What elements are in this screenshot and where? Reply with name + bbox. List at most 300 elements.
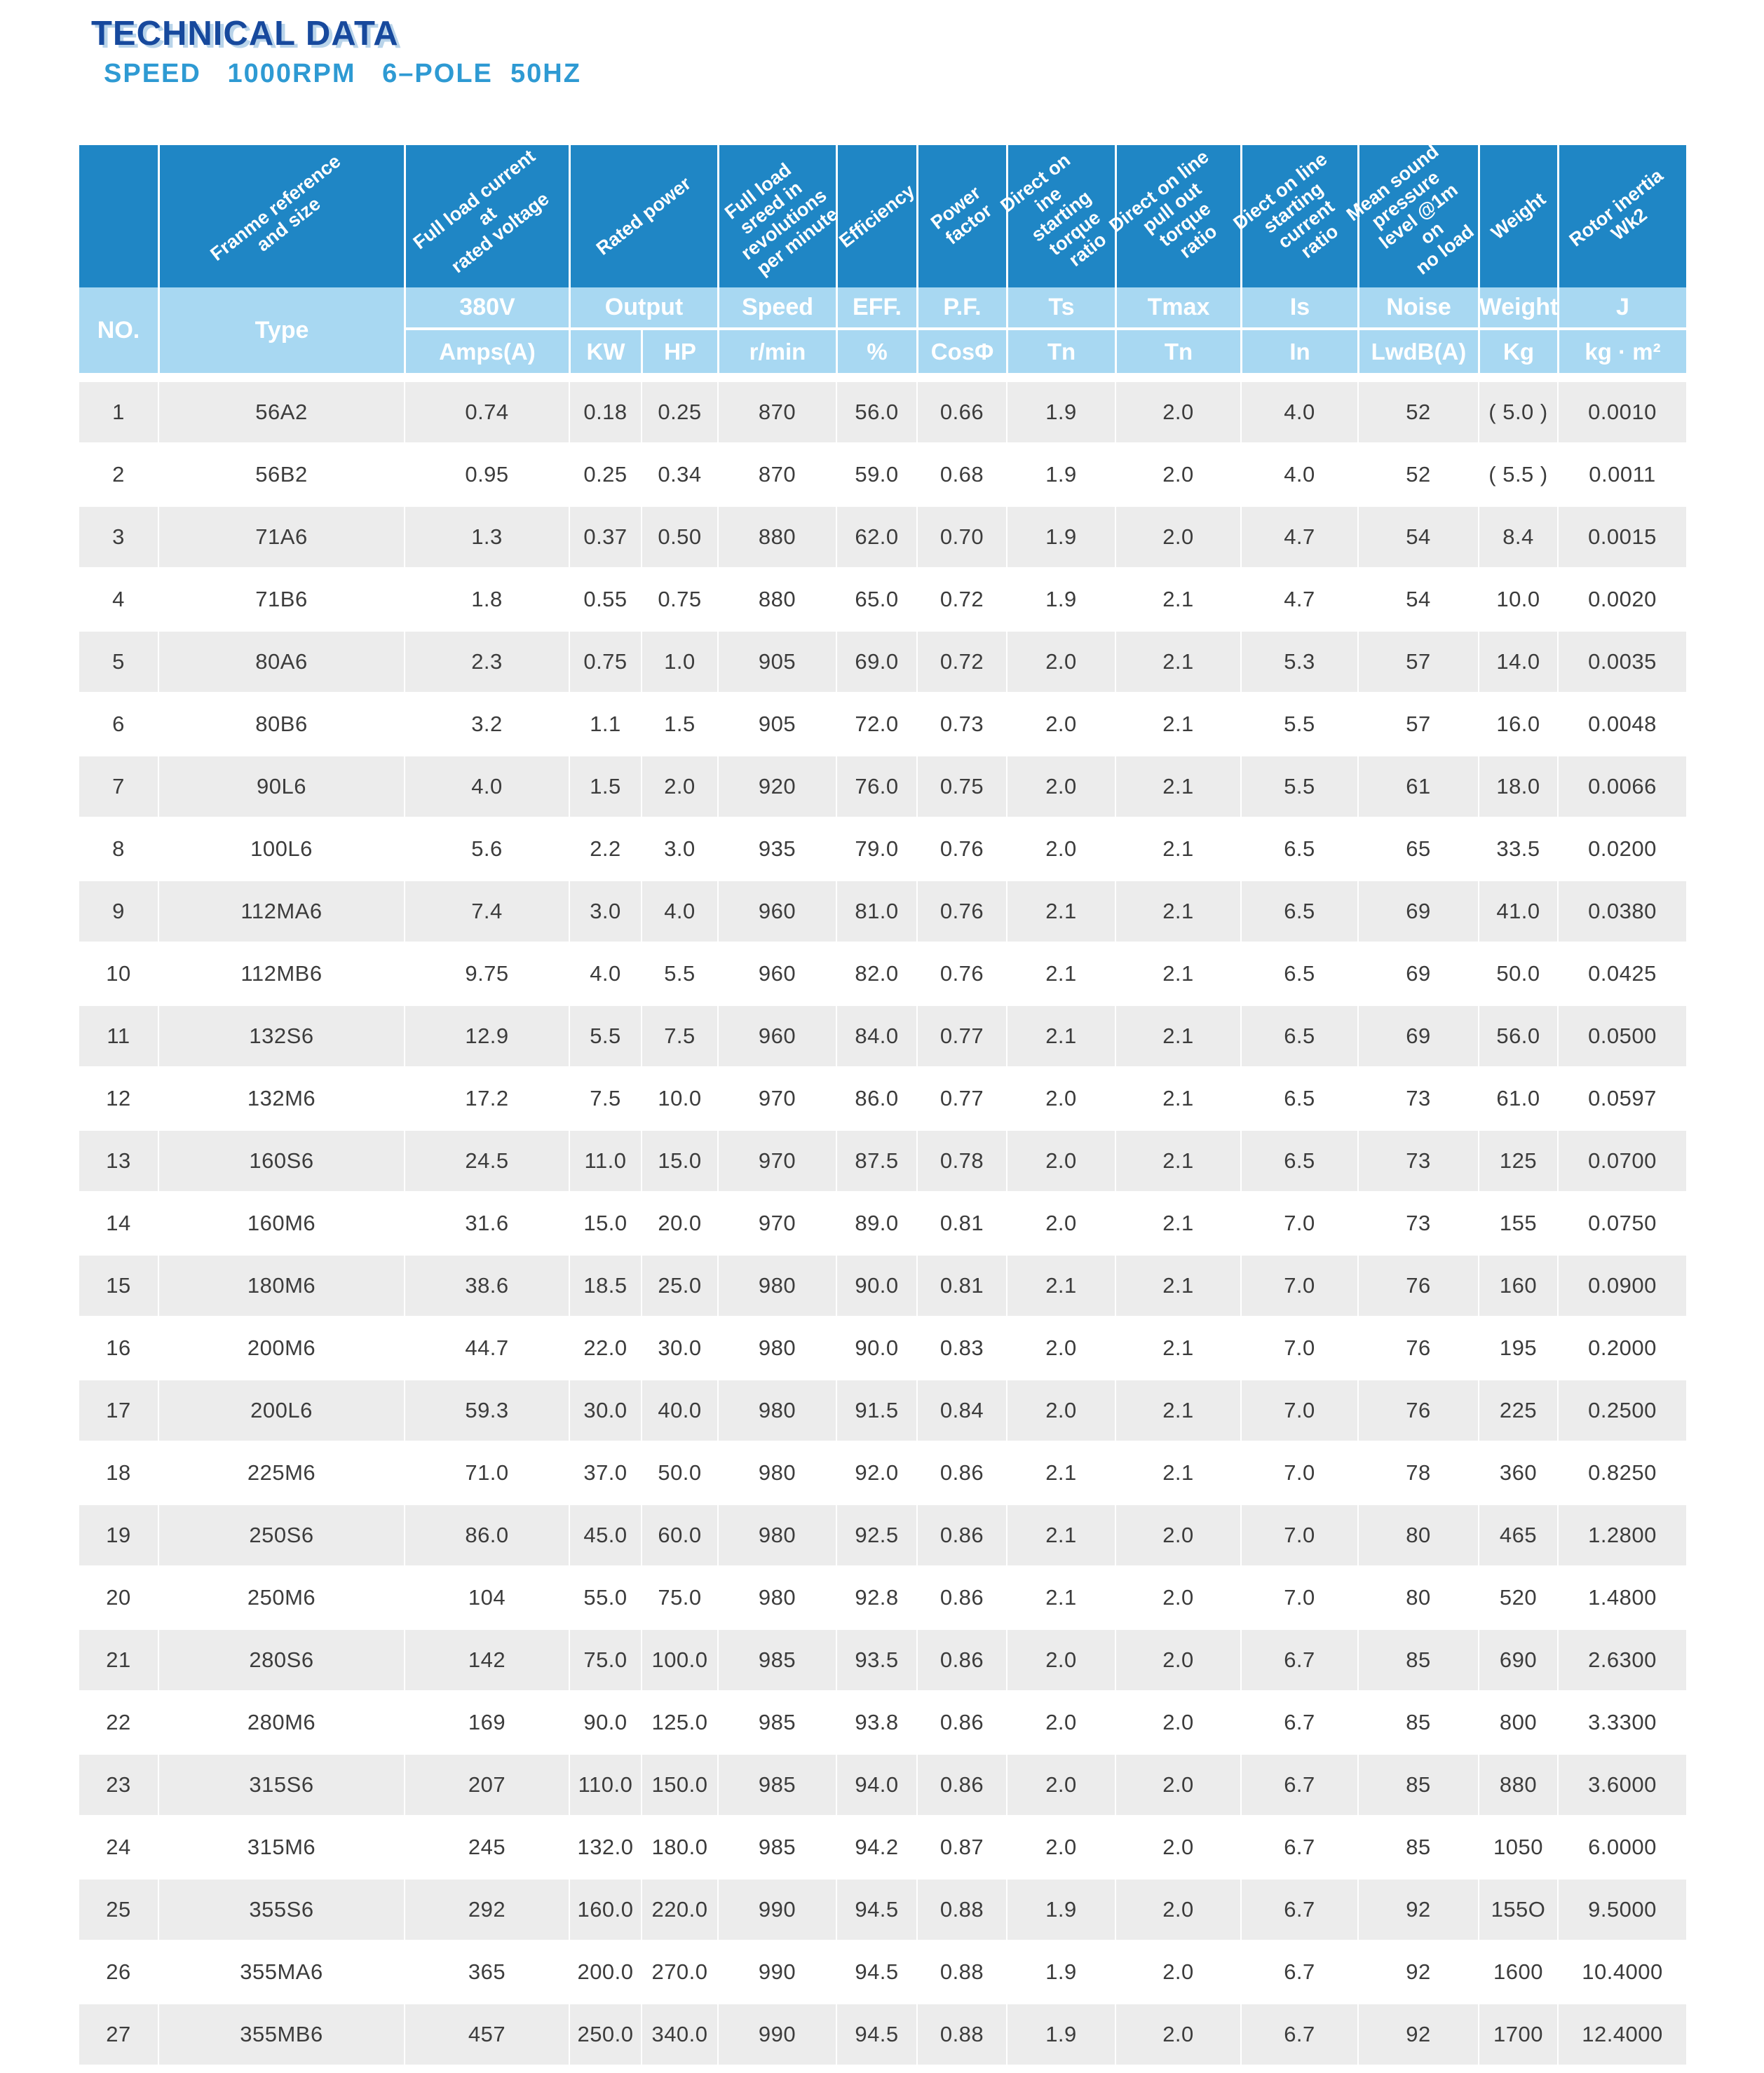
unit-kgm2: kg · m² bbox=[1557, 330, 1686, 373]
table-cell: 11 bbox=[107, 1024, 130, 1048]
table-cell: 250.0 bbox=[569, 2004, 641, 2065]
diag-label: Rotor inertia Wk2 bbox=[1565, 165, 1667, 251]
table-cell: 0.75 bbox=[916, 756, 1006, 817]
table-row bbox=[79, 1942, 1686, 2002]
table-cell: 0.0015 bbox=[1557, 507, 1686, 567]
table-cell: 970 bbox=[717, 1193, 836, 1253]
table-cell: 9.5000 bbox=[1557, 1880, 1686, 1940]
table-cell: 2.1 bbox=[1115, 1318, 1240, 1378]
table-cell: 16 bbox=[106, 1335, 131, 1360]
table-cell: 365 bbox=[404, 1942, 569, 2002]
table-cell: 90.0 bbox=[569, 1692, 641, 1753]
table-cell: 2.0 bbox=[1115, 1817, 1240, 1877]
table-cell: 73 bbox=[1357, 1193, 1478, 1253]
table-cell: 2.1 bbox=[1115, 819, 1240, 879]
table-cell: 0.2000 bbox=[1557, 1318, 1686, 1378]
diag-label: Efficiency bbox=[835, 180, 919, 252]
table-cell: 905 bbox=[717, 632, 836, 692]
table-cell: 960 bbox=[717, 944, 836, 1004]
diag-header-efficiency bbox=[835, 145, 919, 287]
table-cell: 935 bbox=[717, 819, 836, 879]
table-cell: 23 bbox=[106, 1772, 131, 1797]
table-cell: 2.0 bbox=[1115, 1755, 1240, 1815]
table-cell: 880 bbox=[717, 507, 836, 567]
table-cell: 22 bbox=[106, 1710, 131, 1734]
table-row bbox=[79, 1006, 1686, 1066]
table-cell: 2.1 bbox=[1006, 944, 1115, 1004]
table-cell: 0.81 bbox=[916, 1193, 1006, 1253]
table-cell: 207 bbox=[404, 1755, 569, 1815]
table-row bbox=[79, 1505, 1686, 1565]
table-cell: 1.3 bbox=[404, 507, 569, 567]
table-cell: 30.0 bbox=[641, 1318, 717, 1378]
table-cell: 3.3300 bbox=[1557, 1692, 1686, 1753]
table-cell: 85 bbox=[1357, 1630, 1478, 1690]
table-cell: 340.0 bbox=[641, 2004, 717, 2065]
table-cell: 18 bbox=[106, 1460, 131, 1485]
table-cell: 0.88 bbox=[916, 1942, 1006, 2002]
table-cell: 41.0 bbox=[1478, 881, 1557, 942]
table-cell: 0.0500 bbox=[1557, 1006, 1686, 1066]
table-cell: 7.0 bbox=[1240, 1443, 1357, 1503]
table-cell: 0.0010 bbox=[1557, 382, 1686, 442]
table-cell: 27 bbox=[106, 2022, 131, 2046]
table-cell: 1.9 bbox=[1006, 569, 1115, 630]
table-cell: 1.5 bbox=[569, 756, 641, 817]
table-cell: 7.0 bbox=[1240, 1193, 1357, 1253]
table-cell: 0.0700 bbox=[1557, 1131, 1686, 1191]
table-cell: 0.0048 bbox=[1557, 694, 1686, 754]
table-cell: 125.0 bbox=[641, 1692, 717, 1753]
table-cell: 18.5 bbox=[569, 1256, 641, 1316]
col-header-no: NO. bbox=[97, 316, 140, 344]
table-cell: 6.7 bbox=[1240, 1817, 1357, 1877]
diag-header-starting-current bbox=[1229, 145, 1357, 287]
table-row bbox=[79, 1131, 1686, 1191]
table-cell: 56A2 bbox=[158, 382, 404, 442]
table-cell: 4.0 bbox=[1240, 382, 1357, 442]
table-cell: 92 bbox=[1357, 1880, 1478, 1940]
table-cell: 7.0 bbox=[1240, 1256, 1357, 1316]
diag-header-power-factor bbox=[916, 145, 1006, 287]
table-cell: 980 bbox=[717, 1256, 836, 1316]
table-cell: 4.7 bbox=[1240, 569, 1357, 630]
table-cell: 25.0 bbox=[641, 1256, 717, 1316]
table-cell: 200M6 bbox=[158, 1318, 404, 1378]
table-cell: 2.0 bbox=[1115, 2004, 1240, 2065]
table-cell: 160 bbox=[1478, 1256, 1557, 1316]
table-cell: 2.0 bbox=[1006, 756, 1115, 817]
table-cell: 80A6 bbox=[158, 632, 404, 692]
col-header-tmax: Tmax bbox=[1115, 287, 1240, 330]
table-cell: 2.0 bbox=[1115, 1505, 1240, 1565]
table-cell: 89.0 bbox=[836, 1193, 916, 1253]
table-row bbox=[79, 1068, 1686, 1129]
table-cell: 0.66 bbox=[916, 382, 1006, 442]
table-cell: 985 bbox=[717, 1755, 836, 1815]
table-cell: 0.50 bbox=[641, 507, 717, 567]
table-cell: 8 bbox=[112, 836, 125, 861]
table-cell: 6.5 bbox=[1240, 1068, 1357, 1129]
table-cell: 76 bbox=[1357, 1256, 1478, 1316]
table-cell: 73 bbox=[1357, 1131, 1478, 1191]
table-cell: 6.7 bbox=[1240, 2004, 1357, 2065]
table-cell: 355S6 bbox=[158, 1880, 404, 1940]
table-cell: 4.0 bbox=[1240, 444, 1357, 505]
table-cell: 93.5 bbox=[836, 1630, 916, 1690]
table-cell: 2.0 bbox=[1006, 1755, 1115, 1815]
table-cell: 0.86 bbox=[916, 1755, 1006, 1815]
diag-header-rated-power bbox=[569, 145, 717, 287]
table-cell: 57 bbox=[1357, 632, 1478, 692]
table-cell: 22.0 bbox=[569, 1318, 641, 1378]
table-cell: 250M6 bbox=[158, 1568, 404, 1628]
table-cell: 1050 bbox=[1478, 1817, 1557, 1877]
table-cell: 69 bbox=[1357, 1006, 1478, 1066]
table-cell: 970 bbox=[717, 1068, 836, 1129]
table-cell: 0.86 bbox=[916, 1568, 1006, 1628]
unit-kg: Kg bbox=[1478, 330, 1557, 373]
table-cell: 0.8250 bbox=[1557, 1443, 1686, 1503]
table-cell: 2.0 bbox=[641, 756, 717, 817]
table-cell: 5.5 bbox=[1240, 694, 1357, 754]
table-cell: 90.0 bbox=[836, 1256, 916, 1316]
table-row bbox=[79, 507, 1686, 567]
table-cell: 985 bbox=[717, 1692, 836, 1753]
table-cell: 9.75 bbox=[404, 944, 569, 1004]
table-cell: 85 bbox=[1357, 1692, 1478, 1753]
table-cell: 59.0 bbox=[836, 444, 916, 505]
diagonal-header-band bbox=[79, 140, 1686, 287]
table-cell: 5.6 bbox=[404, 819, 569, 879]
table-row bbox=[79, 1568, 1686, 1628]
table-cell: 0.18 bbox=[569, 382, 641, 442]
table-cell: 200L6 bbox=[158, 1380, 404, 1441]
table-cell: 292 bbox=[404, 1880, 569, 1940]
table-cell: 457 bbox=[404, 2004, 569, 2065]
table-cell: 15.0 bbox=[641, 1131, 717, 1191]
table-row bbox=[79, 819, 1686, 879]
unit-hp: HP bbox=[641, 330, 717, 373]
table-cell: 0.70 bbox=[916, 507, 1006, 567]
table-cell: 2.1 bbox=[1006, 1568, 1115, 1628]
table-cell: 990 bbox=[717, 1880, 836, 1940]
diag-header-full-load-current bbox=[404, 145, 569, 287]
table-cell: 50.0 bbox=[641, 1443, 717, 1503]
table-cell: 0.55 bbox=[569, 569, 641, 630]
table-cell: 2.0 bbox=[1006, 1692, 1115, 1753]
table-cell: 78 bbox=[1357, 1443, 1478, 1503]
table-cell: 80 bbox=[1357, 1505, 1478, 1565]
table-cell: 0.72 bbox=[916, 632, 1006, 692]
table-cell: 0.88 bbox=[916, 1880, 1006, 1940]
table-cell: 155 bbox=[1478, 1193, 1557, 1253]
table-cell: ( 5.5 ) bbox=[1478, 444, 1557, 505]
table-cell: 10.4000 bbox=[1557, 1942, 1686, 2002]
table-cell: 3.0 bbox=[641, 819, 717, 879]
table-cell: 2.0 bbox=[1006, 694, 1115, 754]
table-cell: 24.5 bbox=[404, 1131, 569, 1191]
table-cell: 44.7 bbox=[404, 1318, 569, 1378]
table-cell: 71B6 bbox=[158, 569, 404, 630]
table-cell: 17 bbox=[106, 1398, 131, 1422]
table-cell: 2.1 bbox=[1115, 1131, 1240, 1191]
table-cell: 2.0 bbox=[1006, 1068, 1115, 1129]
col-header-speed: Speed bbox=[717, 287, 836, 330]
table-cell: 15.0 bbox=[569, 1193, 641, 1253]
table-cell: 10 bbox=[106, 961, 131, 986]
table-cell: 6.5 bbox=[1240, 1131, 1357, 1191]
table-cell: 0.81 bbox=[916, 1256, 1006, 1316]
table-cell: 18.0 bbox=[1478, 756, 1557, 817]
table-cell: 2.0 bbox=[1006, 1817, 1115, 1877]
table-cell: 4.0 bbox=[641, 881, 717, 942]
table-cell: 1.1 bbox=[569, 694, 641, 754]
table-cell: 30.0 bbox=[569, 1380, 641, 1441]
table-cell: 980 bbox=[717, 1443, 836, 1503]
table-cell: 1.8 bbox=[404, 569, 569, 630]
table-cell: 61.0 bbox=[1478, 1068, 1557, 1129]
table-cell: 1.4800 bbox=[1557, 1568, 1686, 1628]
table-cell: 112MB6 bbox=[158, 944, 404, 1004]
table-cell: 1.9 bbox=[1006, 444, 1115, 505]
table-cell: 0.75 bbox=[569, 632, 641, 692]
table-cell: 200.0 bbox=[569, 1942, 641, 2002]
unit-cosphi: CosΦ bbox=[916, 330, 1006, 373]
table-row bbox=[79, 944, 1686, 1004]
table-cell: 80 bbox=[1357, 1568, 1478, 1628]
table-cell: 2.1 bbox=[1115, 1256, 1240, 1316]
table-cell: 7.0 bbox=[1240, 1568, 1357, 1628]
table-cell: 5.5 bbox=[641, 944, 717, 1004]
table-cell: 5.5 bbox=[1240, 756, 1357, 817]
table-cell: 2.1 bbox=[1006, 881, 1115, 942]
table-row bbox=[79, 1692, 1686, 1753]
table-cell: 54 bbox=[1357, 507, 1478, 567]
table-cell: 52 bbox=[1357, 382, 1478, 442]
table-cell: 2.0 bbox=[1115, 507, 1240, 567]
table-cell: 20.0 bbox=[641, 1193, 717, 1253]
table-cell: 169 bbox=[404, 1692, 569, 1753]
table-cell: 9 bbox=[112, 899, 125, 923]
table-cell: 2.1 bbox=[1006, 1006, 1115, 1066]
table-cell: 61 bbox=[1357, 756, 1478, 817]
table-cell: 125 bbox=[1478, 1131, 1557, 1191]
table-cell: 132.0 bbox=[569, 1817, 641, 1877]
table-cell: 2.0 bbox=[1115, 382, 1240, 442]
table-cell: 86.0 bbox=[836, 1068, 916, 1129]
table-cell: 87.5 bbox=[836, 1131, 916, 1191]
table-cell: 2.1 bbox=[1115, 756, 1240, 817]
table-cell: 990 bbox=[717, 1942, 836, 2002]
table-cell: 94.5 bbox=[836, 2004, 916, 2065]
diag-header-rotor-inertia bbox=[1557, 145, 1686, 287]
table-cell: 2.1 bbox=[1006, 1505, 1115, 1565]
table-row bbox=[79, 1755, 1686, 1815]
table-cell: 50.0 bbox=[1478, 944, 1557, 1004]
table-cell: 7.5 bbox=[569, 1068, 641, 1129]
table-cell: 7.0 bbox=[1240, 1318, 1357, 1378]
table-row bbox=[79, 1380, 1686, 1441]
diag-label: Rated power bbox=[592, 172, 696, 260]
table-cell: 4 bbox=[112, 587, 125, 611]
table-cell: 40.0 bbox=[641, 1380, 717, 1441]
table-cell: 990 bbox=[717, 2004, 836, 2065]
table-cell: 2.0 bbox=[1115, 1880, 1240, 1940]
table-cell: 31.6 bbox=[404, 1193, 569, 1253]
table-cell: 0.87 bbox=[916, 1817, 1006, 1877]
table-cell: 91.5 bbox=[836, 1380, 916, 1441]
table-cell: 980 bbox=[717, 1318, 836, 1378]
table-cell: 79.0 bbox=[836, 819, 916, 879]
table-cell: 82.0 bbox=[836, 944, 916, 1004]
table-cell: 71A6 bbox=[158, 507, 404, 567]
table-cell: 980 bbox=[717, 1380, 836, 1441]
table-cell: 94.2 bbox=[836, 1817, 916, 1877]
table-cell: 2.0 bbox=[1006, 1380, 1115, 1441]
table-cell: 112MA6 bbox=[158, 881, 404, 942]
table-row bbox=[79, 1318, 1686, 1378]
table-cell: 3.6000 bbox=[1557, 1755, 1686, 1815]
table-cell: 142 bbox=[404, 1630, 569, 1690]
table-cell: 0.78 bbox=[916, 1131, 1006, 1191]
table-cell: 2.1 bbox=[1115, 632, 1240, 692]
table-cell: 6.7 bbox=[1240, 1630, 1357, 1690]
table-cell: 12.4000 bbox=[1557, 2004, 1686, 2065]
table-cell: 355MB6 bbox=[158, 2004, 404, 2065]
col-header-pf: P.F. bbox=[916, 287, 1006, 330]
table-cell: 12.9 bbox=[404, 1006, 569, 1066]
table-cell: 14 bbox=[106, 1211, 131, 1235]
table-cell: 5 bbox=[112, 649, 125, 674]
table-row bbox=[79, 1817, 1686, 1877]
table-cell: 0.88 bbox=[916, 2004, 1006, 2065]
table-cell: 2.1 bbox=[1006, 1443, 1115, 1503]
table-cell: 2.3 bbox=[404, 632, 569, 692]
table-cell: 65 bbox=[1357, 819, 1478, 879]
table-cell: 19 bbox=[106, 1523, 131, 1547]
table-cell: 7 bbox=[112, 774, 125, 798]
table-cell: 920 bbox=[717, 756, 836, 817]
table-cell: 160S6 bbox=[158, 1131, 404, 1191]
table-cell: 69 bbox=[1357, 881, 1478, 942]
table-cell: 0.74 bbox=[404, 382, 569, 442]
table-cell: 2.6300 bbox=[1557, 1630, 1686, 1690]
table-cell: 6.7 bbox=[1240, 1755, 1357, 1815]
unit-tn-1: Tn bbox=[1006, 330, 1115, 373]
table-cell: 73 bbox=[1357, 1068, 1478, 1129]
diag-label: Full load sreed in revolutions per minute bbox=[721, 158, 842, 280]
col-header-weight-kg: Weight bbox=[1478, 287, 1557, 330]
unit-in: In bbox=[1240, 330, 1357, 373]
table-rows bbox=[79, 382, 1686, 2065]
table-cell: 76 bbox=[1357, 1380, 1478, 1441]
table-cell: 360 bbox=[1478, 1443, 1557, 1503]
table-cell: 60.0 bbox=[641, 1505, 717, 1565]
table-cell: 0.0750 bbox=[1557, 1193, 1686, 1253]
table-cell: 2.1 bbox=[1115, 694, 1240, 754]
table-cell: 355MA6 bbox=[158, 1942, 404, 2002]
table-cell: 0.25 bbox=[641, 382, 717, 442]
table-cell: 132M6 bbox=[158, 1068, 404, 1129]
table-cell: 2.1 bbox=[1115, 944, 1240, 1004]
table-cell: 160M6 bbox=[158, 1193, 404, 1253]
table-row bbox=[79, 694, 1686, 754]
table-cell: 76.0 bbox=[836, 756, 916, 817]
table-cell: 0.37 bbox=[569, 507, 641, 567]
table-cell: 65.0 bbox=[836, 569, 916, 630]
table-cell: 0.75 bbox=[641, 569, 717, 630]
unit-rmin: r/min bbox=[717, 330, 836, 373]
unit-kw: KW bbox=[569, 330, 641, 373]
table-cell: 0.84 bbox=[916, 1380, 1006, 1441]
table-cell: 54 bbox=[1357, 569, 1478, 630]
table-cell: 94.0 bbox=[836, 1755, 916, 1815]
col-header-output: Output bbox=[569, 287, 717, 330]
table-cell: 2.0 bbox=[1006, 632, 1115, 692]
table-cell: 132S6 bbox=[158, 1006, 404, 1066]
table-cell: 7.0 bbox=[1240, 1505, 1357, 1565]
table-cell: 85 bbox=[1357, 1755, 1478, 1815]
table-cell: 38.6 bbox=[404, 1256, 569, 1316]
table-cell: 3 bbox=[112, 524, 125, 549]
unit-percent: % bbox=[836, 330, 916, 373]
table-cell: 13 bbox=[106, 1148, 131, 1173]
table-row bbox=[79, 1630, 1686, 1690]
table-cell: 280S6 bbox=[158, 1630, 404, 1690]
table-cell: 55.0 bbox=[569, 1568, 641, 1628]
table-cell: 0.86 bbox=[916, 1505, 1006, 1565]
table-cell: 93.8 bbox=[836, 1692, 916, 1753]
table-cell: 980 bbox=[717, 1505, 836, 1565]
table-cell: 7.5 bbox=[641, 1006, 717, 1066]
table-cell: 520 bbox=[1478, 1568, 1557, 1628]
table-cell: 57 bbox=[1357, 694, 1478, 754]
table-cell: 56B2 bbox=[158, 444, 404, 505]
table-cell: 1700 bbox=[1478, 2004, 1557, 2065]
table-cell: 315S6 bbox=[158, 1755, 404, 1815]
diag-label: Full load current at rated voltage bbox=[409, 145, 553, 278]
table-cell: 0.83 bbox=[916, 1318, 1006, 1378]
table-cell: 150.0 bbox=[641, 1755, 717, 1815]
table-cell: 12 bbox=[106, 1086, 131, 1110]
table-cell: 0.0011 bbox=[1557, 444, 1686, 505]
table-cell: 52 bbox=[1357, 444, 1478, 505]
table-cell: 15 bbox=[106, 1273, 131, 1298]
table-cell: 2.0 bbox=[1115, 444, 1240, 505]
table-cell: 0.0035 bbox=[1557, 632, 1686, 692]
table-cell: 0.86 bbox=[916, 1443, 1006, 1503]
col-header-ts: Ts bbox=[1006, 287, 1115, 330]
table-cell: 880 bbox=[717, 569, 836, 630]
table-cell: 20 bbox=[106, 1585, 131, 1610]
table-cell: 26 bbox=[106, 1959, 131, 1984]
table-cell: 92 bbox=[1357, 2004, 1478, 2065]
table-cell: 1.9 bbox=[1006, 507, 1115, 567]
table-cell: 1.9 bbox=[1006, 2004, 1115, 2065]
table-cell: 0.77 bbox=[916, 1068, 1006, 1129]
table-cell: 1.9 bbox=[1006, 1942, 1115, 2002]
table-cell: 6.5 bbox=[1240, 1006, 1357, 1066]
table-cell: 17.2 bbox=[404, 1068, 569, 1129]
table-cell: 1.9 bbox=[1006, 1880, 1115, 1940]
table-cell: 6.7 bbox=[1240, 1880, 1357, 1940]
table-cell: 5.3 bbox=[1240, 632, 1357, 692]
table-cell: 0.86 bbox=[916, 1692, 1006, 1753]
table-cell: 0.72 bbox=[916, 569, 1006, 630]
table-cell: 59.3 bbox=[404, 1380, 569, 1441]
table-cell: 3.2 bbox=[404, 694, 569, 754]
